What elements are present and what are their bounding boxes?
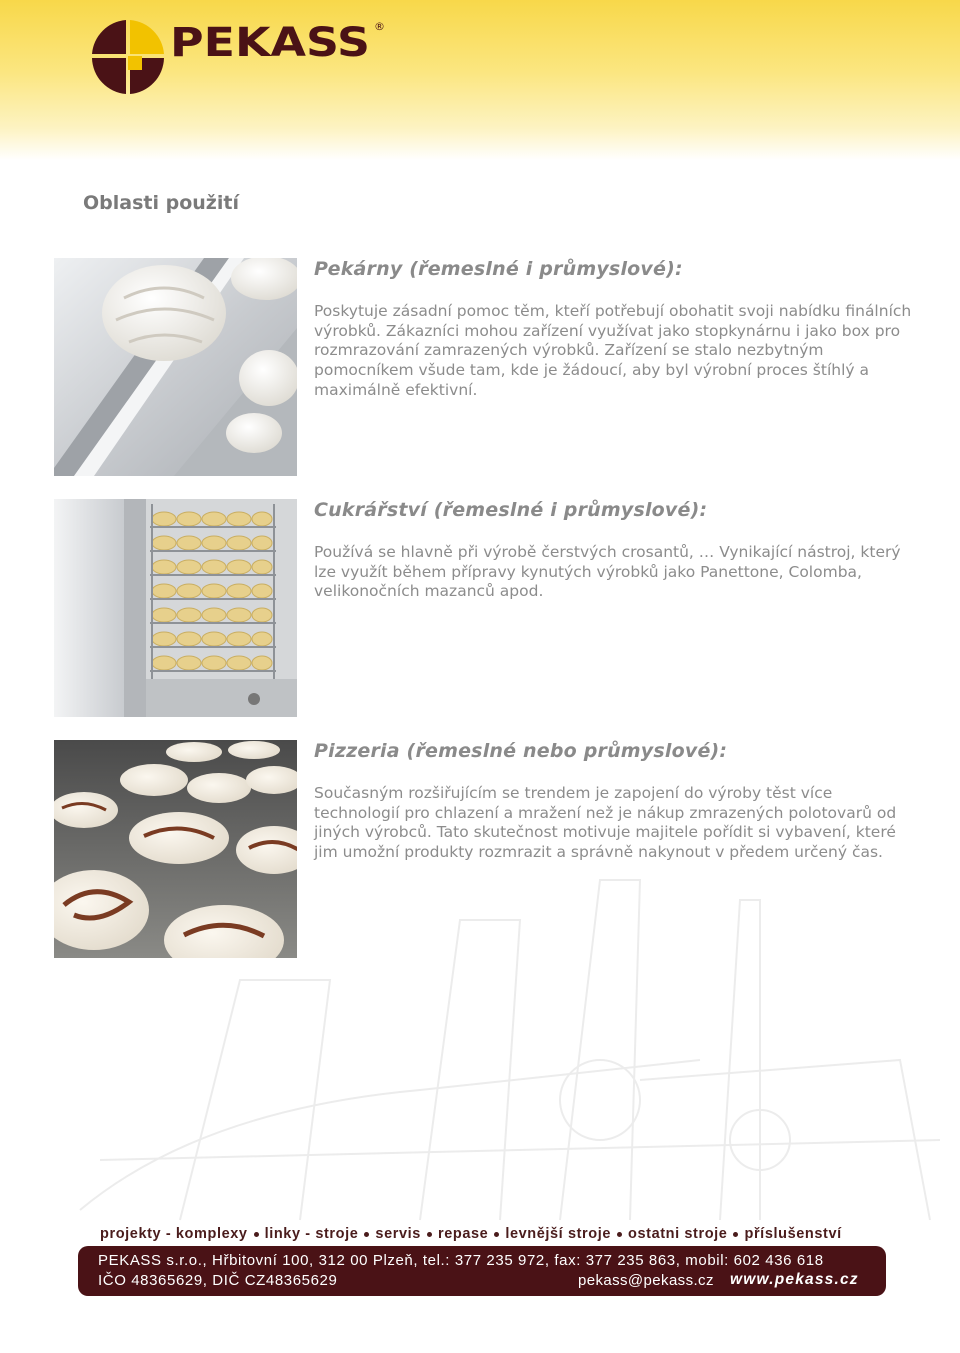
- services-strip: [100, 1226, 880, 1242]
- footer-website-link[interactable]: www.pekass.cz: [730, 1271, 859, 1288]
- service-item: linky - stroje: [264, 1226, 359, 1242]
- bullet-icon: [733, 1232, 738, 1237]
- section-pizzeria-title: Pizzeria (řemeslné nebo průmyslové):: [314, 740, 728, 762]
- footer-email-link[interactable]: pekass@pekass.cz: [578, 1272, 714, 1289]
- bakery-photo: [54, 258, 297, 476]
- section-bakery-text: Poskytuje zásadní pomoc těm, kteří potřebují obohatit svoji nabídku finálních výrobků. Zákazníci mohou zařízení využívat jako stopkynárnu i jako box pro rozmrazování zamrazených výrobků. Zařízení se stalo nezbytným pomocníkem všude tam, kde je žádoucí, aby byl výrobní proces štíhlý a maximálně efektivní.: [314, 302, 912, 399]
- footer-contact-bar: [78, 1246, 886, 1296]
- pastry-rack-photo: [54, 499, 297, 717]
- section-pastry-text: Používá se hlavně při výrobě čerstvých crosantů, … Vynikající nástroj, který lze využít během přípravy kynutých výrobků jako Panettone, Colomba, velikonočních mazanců apod.: [314, 543, 901, 601]
- section-bakery-title: Pekárny (řemeslné i průmyslové):: [314, 258, 683, 280]
- footer-company-ids: IČO 48365629, DIČ CZ48365629: [98, 1272, 338, 1289]
- logo-wordmark: PEKASS: [170, 20, 370, 66]
- section-pastry-title: Cukrářství (řemeslné i průmyslové):: [314, 499, 708, 521]
- section-pizzeria-text: Současným rozšiřujícím se trendem je zapojení do výroby těst více technologií pro chlazení a mražení než je nákup zmrazených polotovarů od jiných výrobců. Tato skutečnost motivuje majitele pořídit si vybavení, které jim umožní produkty rozmrazit a správně nakynout v předem určený čas.: [314, 784, 897, 862]
- bullet-icon: [617, 1232, 622, 1237]
- service-item: ostatni stroje: [628, 1226, 728, 1242]
- service-item: servis: [375, 1226, 421, 1242]
- registered-mark: ®: [374, 20, 385, 33]
- service-item: projekty - komplexy: [100, 1226, 248, 1242]
- bullet-icon: [254, 1232, 259, 1237]
- page-title: Oblasti použití: [83, 192, 239, 214]
- service-item: příslušenství: [744, 1226, 842, 1242]
- service-item: levnější stroje: [505, 1226, 612, 1242]
- bullet-icon: [427, 1232, 432, 1237]
- pekass-logo: [88, 16, 388, 98]
- footer-address: PEKASS s.r.o., Hřbitovní 100, 312 00 Plzeň, tel.: 377 235 972, fax: 377 235 863, mobil: 602 436 618: [98, 1252, 824, 1269]
- service-item: repase: [437, 1226, 489, 1242]
- bullet-icon: [364, 1232, 369, 1237]
- pizzeria-photo: [54, 740, 297, 958]
- bullet-icon: [494, 1232, 499, 1237]
